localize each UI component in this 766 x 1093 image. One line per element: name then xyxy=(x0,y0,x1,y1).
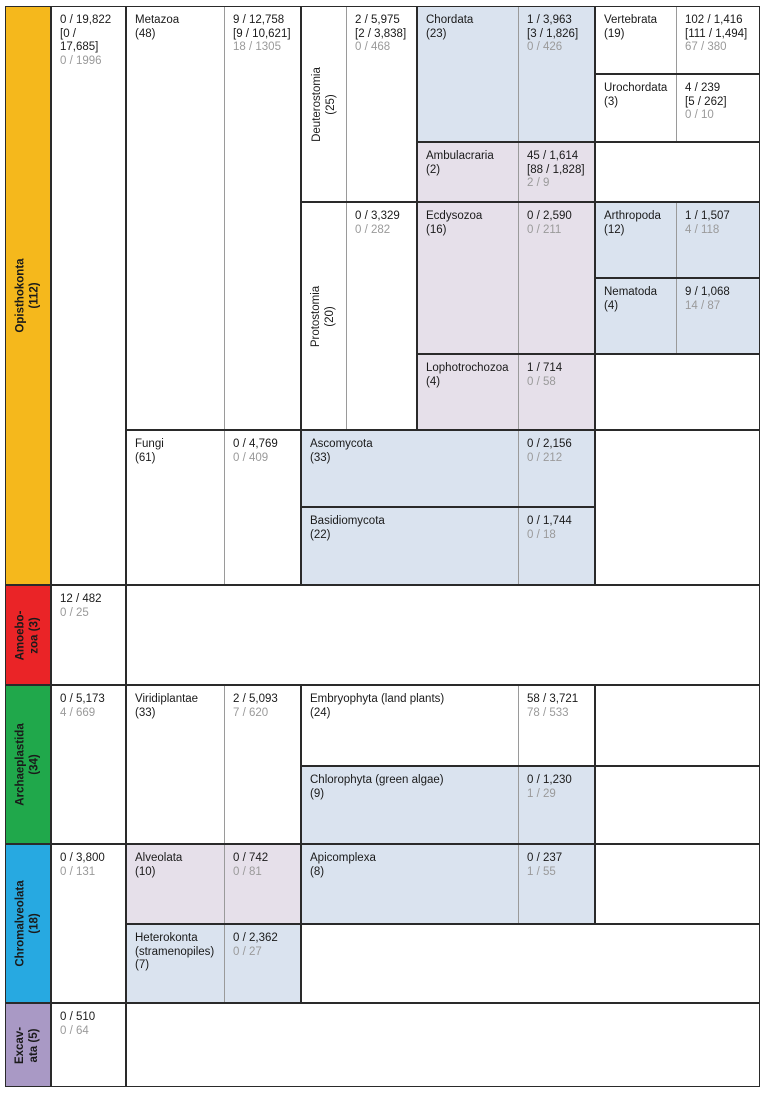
stat-value: 0 / 1,230 xyxy=(527,774,572,786)
stat-value: 9 / 1,068 xyxy=(685,286,730,298)
taxon-count: (8) xyxy=(310,865,325,878)
stat-value: 45 / 1,614 xyxy=(527,150,579,162)
amoebozoa-empty xyxy=(126,585,760,685)
supergroup-label: Opisthokonta xyxy=(14,258,27,333)
excavata-stats xyxy=(51,1003,126,1087)
stat-grey: 0 / 18 xyxy=(527,528,556,541)
ascomycota-stats xyxy=(518,431,594,506)
heterokonta-stats xyxy=(224,925,300,1002)
apicomplexa-empty xyxy=(595,844,760,924)
taxon-count: (2) xyxy=(426,163,441,176)
supergroup-archaeplastida xyxy=(5,685,51,844)
stat-grey: 0 / 212 xyxy=(527,451,563,464)
taxon-name: Protostomia xyxy=(310,285,323,347)
stat-bracket: [88 / 1,828] xyxy=(527,163,585,176)
alveolata-stats xyxy=(224,845,300,923)
stat-grey: 1 / 55 xyxy=(527,865,556,878)
taxon-name: Urochordata xyxy=(604,82,668,94)
taxon-name: Fungi xyxy=(135,438,164,450)
taxon-count: (10) xyxy=(135,865,156,878)
amoebozoa-stats xyxy=(51,585,126,685)
taxon-name: Embryophyta (land plants) xyxy=(310,693,445,705)
protostomia-label xyxy=(302,203,346,429)
stat-grey: 0 / 25 xyxy=(60,606,89,619)
stat-grey: 0 / 27 xyxy=(233,945,262,958)
stat-bracket: [9 / 10,621] xyxy=(233,27,291,40)
taxon-name: Deuterostomia xyxy=(310,66,323,142)
ambulacraria-empty xyxy=(595,142,760,202)
taxon-count: (20) xyxy=(324,305,337,327)
taxon-name: Chordata xyxy=(426,14,474,26)
lophotrochozoa-empty xyxy=(595,354,760,430)
fungi-empty xyxy=(595,430,760,585)
stat-grey: 7 / 620 xyxy=(233,706,269,719)
chordata-stats xyxy=(518,7,594,141)
stat-value: 0 / 3,329 xyxy=(355,210,400,222)
urochordata-stats xyxy=(676,75,759,141)
stat-grey: 0 / 10 xyxy=(685,109,714,121)
stat-value: 12 / 482 xyxy=(60,593,102,605)
stat-value: 0 / 742 xyxy=(233,852,269,864)
taxon-name: Arthropoda xyxy=(604,210,661,222)
embryophyta-empty xyxy=(595,685,760,766)
supergroup-label: Chromalveolata xyxy=(14,880,27,967)
stat-grey: 14 / 87 xyxy=(685,299,721,312)
ambulacraria-stats xyxy=(518,143,594,201)
supergroup-label: Excav- xyxy=(14,1026,27,1064)
stat-bracket: [2 / 3,838] xyxy=(355,27,407,40)
stat-value: 0 / 2,156 xyxy=(527,438,572,450)
taxon-name: Alveolata xyxy=(135,852,183,864)
taxon-count: (4) xyxy=(426,375,441,388)
stat-grey: 18 / 1305 xyxy=(233,41,281,53)
vertebrata-stats xyxy=(676,7,759,73)
taxon-count: (9) xyxy=(310,787,325,800)
taxon-name: Ascomycota xyxy=(310,438,373,450)
taxon-count: (25) xyxy=(324,93,337,115)
supergroup-label: Archaeplastida xyxy=(14,723,27,806)
taxon-subname: (stramenopiles) xyxy=(135,945,215,958)
opisthokonta-stats xyxy=(51,6,126,585)
taxon-count: (4) xyxy=(604,299,619,312)
stat-value: 2 / 5,975 xyxy=(355,14,400,26)
stat-grey: 0 / 131 xyxy=(60,865,96,878)
archaeplastida-stats xyxy=(51,685,126,844)
stat-grey: 0 / 58 xyxy=(527,375,556,388)
heterokonta-empty xyxy=(301,924,760,1003)
stat-grey: 0 / 409 xyxy=(233,451,269,464)
taxon-count: (33) xyxy=(135,706,156,719)
excavata-empty xyxy=(126,1003,760,1087)
deuterostomia-label xyxy=(302,7,346,201)
supergroup-opisthokonta xyxy=(5,6,51,585)
taxon-count: (23) xyxy=(426,27,447,40)
stat-value: 58 / 3,721 xyxy=(527,693,579,705)
stat-bracket: [111 / 1,494] xyxy=(685,27,748,40)
stat-value: 0 / 2,590 xyxy=(527,210,572,222)
taxon-name: Vertebrata xyxy=(604,14,658,26)
stat-grey: 1 / 29 xyxy=(527,787,556,800)
stat-value: 0 / 19,822 xyxy=(60,14,112,26)
taxon-count: (19) xyxy=(604,27,625,40)
taxon-count: (48) xyxy=(135,27,156,40)
stat-grey: 0 / 426 xyxy=(527,41,563,53)
taxon-count: (16) xyxy=(426,223,447,236)
embryophyta-stats xyxy=(518,686,594,765)
stat-value: 0 / 1,744 xyxy=(527,515,572,527)
supergroup-excavata xyxy=(5,1003,51,1087)
stat-value: 0 / 237 xyxy=(527,852,563,864)
ecdysozoa-stats xyxy=(518,203,594,353)
lophotrochozoa-stats xyxy=(518,355,594,429)
stat-grey: 78 / 533 xyxy=(527,706,569,719)
stat-grey: 0 / 64 xyxy=(60,1024,89,1037)
deuterostomia-stats xyxy=(346,7,416,201)
chlorophyta-stats xyxy=(518,767,594,843)
supergroup-count: ata (5) xyxy=(28,1028,40,1062)
taxon-name: Apicomplexa xyxy=(310,852,376,864)
stat-value: 4 / 239 xyxy=(685,82,721,94)
taxon-count: (33) xyxy=(310,451,331,464)
chromalveolata-stats xyxy=(51,844,126,1003)
arthropoda-stats xyxy=(676,203,759,277)
stat-grey: 4 / 669 xyxy=(60,706,96,719)
stat-grey: 0 / 282 xyxy=(355,223,391,236)
viridiplantae-stats xyxy=(224,686,300,843)
stat-grey: 67 / 380 xyxy=(685,41,727,53)
taxon-name: Ambulacraria xyxy=(426,150,494,162)
taxon-name: Nematoda xyxy=(604,286,658,298)
stat-bracket: [0 / 17,685] xyxy=(60,27,99,53)
fungi-stats xyxy=(224,431,300,584)
taxon-count: (12) xyxy=(604,223,625,236)
taxon-name: Metazoa xyxy=(135,14,180,26)
supergroup-amoebozoa xyxy=(5,585,51,685)
stat-value: 2 / 5,093 xyxy=(233,693,278,705)
taxon-count: (3) xyxy=(604,95,619,108)
stat-grey: 4 / 118 xyxy=(685,223,720,236)
stat-grey: 2 / 9 xyxy=(527,177,550,189)
taxon-count: (22) xyxy=(310,528,331,541)
chlorophyta-empty xyxy=(595,766,760,844)
taxon-name: Ecdysozoa xyxy=(426,210,483,222)
protostomia-stats xyxy=(346,203,416,429)
stat-value: 1 / 714 xyxy=(527,362,563,374)
stat-value: 1 / 1,507 xyxy=(685,210,730,222)
stat-value: 102 / 1,416 xyxy=(685,14,743,26)
stat-grey: 0 / 1996 xyxy=(60,54,102,67)
supergroup-count: (18) xyxy=(28,913,40,934)
metazoa-stats xyxy=(224,7,300,429)
stat-value: 0 / 5,173 xyxy=(60,693,105,705)
stat-value: 1 / 3,963 xyxy=(527,14,572,26)
stat-value: 0 / 3,800 xyxy=(60,852,105,864)
basidiomycota-stats xyxy=(518,508,594,584)
supergroup-count: zoa (3) xyxy=(28,616,40,654)
supergroup-label: Amoebo- xyxy=(14,610,27,660)
taxon-count: (61) xyxy=(135,451,156,464)
stat-bracket: [3 / 1,826] xyxy=(527,27,579,40)
stat-grey: 0 / 468 xyxy=(355,41,391,53)
stat-grey: 0 / 81 xyxy=(233,865,262,878)
taxon-name: Viridiplantae xyxy=(135,693,199,705)
taxon-name: Lophotrochozoa xyxy=(426,362,509,374)
taxon-name: Basidiomycota xyxy=(310,515,385,527)
taxon-name: Heterokonta xyxy=(135,932,198,944)
nematoda-stats xyxy=(676,279,759,353)
stat-value: 0 / 4,769 xyxy=(233,438,278,450)
stat-value: 0 / 2,362 xyxy=(233,932,278,944)
stat-bracket: [5 / 262] xyxy=(685,95,727,108)
apicomplexa-stats xyxy=(518,845,594,923)
stat-grey: 0 / 211 xyxy=(527,223,562,236)
stat-value: 9 / 12,758 xyxy=(233,14,285,26)
taxon-count: (7) xyxy=(135,959,150,971)
taxon-count: (24) xyxy=(310,706,331,719)
supergroup-count: (112) xyxy=(28,282,40,309)
supergroup-chromalveolata xyxy=(5,844,51,1003)
taxon-name: Chlorophyta (green algae) xyxy=(310,774,444,786)
stat-value: 0 / 510 xyxy=(60,1011,96,1023)
supergroup-count: (34) xyxy=(28,754,41,775)
